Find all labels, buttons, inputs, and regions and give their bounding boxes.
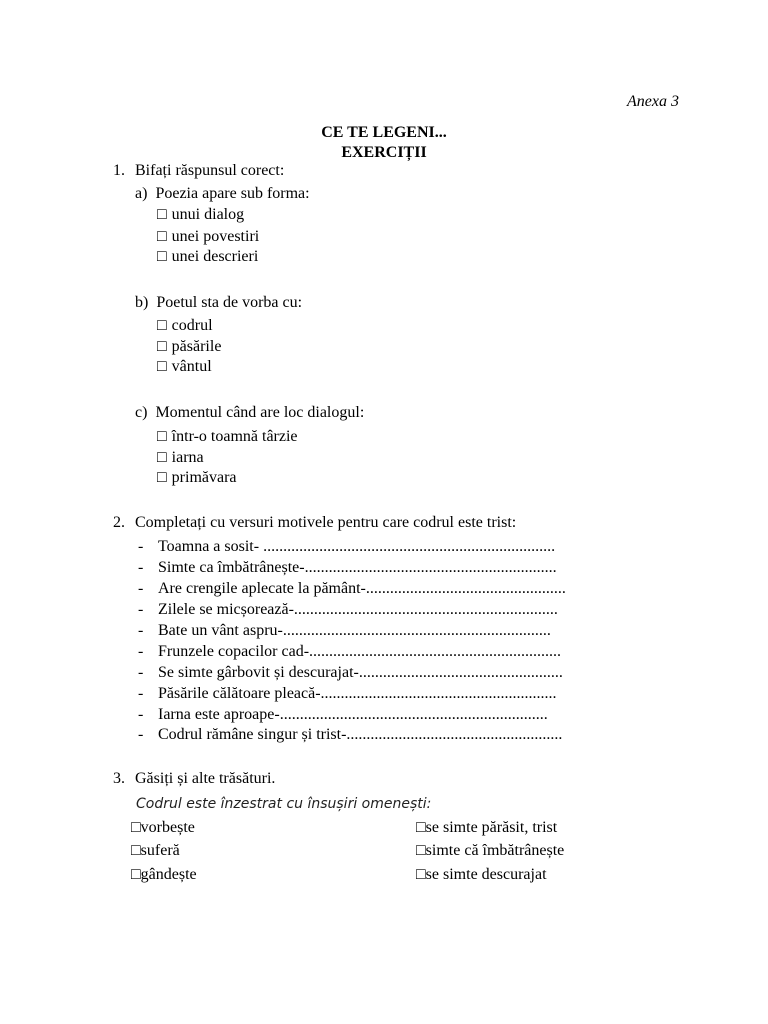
trait-option[interactable]: □vorbește (131, 819, 195, 836)
trait-option[interactable]: □suferă (131, 842, 180, 859)
question-letter: a) (135, 185, 148, 202)
checkbox-icon[interactable]: □ (157, 248, 167, 265)
option-item[interactable]: □ vântul (157, 358, 212, 375)
option-item[interactable]: □ într-o toamnă târzie (157, 428, 298, 445)
checkbox-icon[interactable]: □ (157, 469, 167, 486)
trait-option[interactable]: □simte că îmbătrânește (416, 842, 565, 859)
option-item[interactable]: □ unei descrieri (157, 248, 259, 265)
checkbox-icon[interactable]: □ (131, 842, 141, 859)
exercise-2-prompt: Completați cu versuri motivele pentru care codrul este trist: (135, 514, 517, 531)
option-item[interactable]: □ unui dialog (157, 206, 245, 223)
checkbox-icon[interactable]: □ (157, 228, 167, 245)
checkbox-icon[interactable]: □ (131, 866, 141, 883)
checkbox-icon[interactable]: □ (131, 819, 141, 836)
exercise-1-prompt: Bifați răspunsul corect: (135, 162, 285, 179)
checkbox-icon[interactable]: □ (157, 428, 167, 445)
option-item[interactable]: □ primăvara (157, 469, 237, 486)
option-item[interactable]: □ unei povestiri (157, 228, 260, 245)
question-text: Momentul când are loc dialogul: (155, 404, 365, 421)
page-title: CE TE LEGENI... (321, 124, 447, 141)
checkbox-icon[interactable]: □ (157, 449, 167, 466)
question-b (135, 293, 302, 313)
question-text: Poetul sta de vorba cu: (156, 294, 303, 311)
trait-option[interactable]: □se simte descurajat (416, 866, 547, 883)
checkbox-icon[interactable]: □ (416, 819, 426, 836)
question-c (135, 403, 364, 423)
annex-label: Anexa 3 (627, 93, 679, 110)
exercise-2-number: 2. (113, 514, 125, 531)
question-text: Poezia apare sub forma: (155, 185, 310, 202)
exercise-3-prompt: Găsiți și alte trăsături. (135, 770, 276, 787)
checkbox-icon[interactable]: □ (416, 866, 426, 883)
option-item[interactable]: □ păsările (157, 338, 222, 355)
trait-option[interactable]: □se simte părăsit, trist (416, 819, 558, 836)
exercise-1-number: 1. (113, 162, 125, 179)
exercise-3-number: 3. (113, 770, 125, 787)
question-a (135, 184, 310, 204)
question-letter: b) (135, 294, 149, 311)
checkbox-icon[interactable]: □ (416, 842, 426, 859)
checkbox-icon[interactable]: □ (157, 358, 167, 375)
trait-option[interactable]: □gândește (131, 866, 197, 883)
option-item[interactable]: □ iarna (157, 449, 204, 466)
page-subtitle: EXERCIȚII (341, 144, 427, 161)
question-letter: c) (135, 404, 148, 421)
checkbox-icon[interactable]: □ (157, 338, 167, 355)
option-item[interactable]: □ codrul (157, 317, 213, 334)
checkbox-icon[interactable]: □ (157, 206, 167, 223)
checkbox-icon[interactable]: □ (157, 317, 167, 334)
exercise-3-subtitle: Codrul este înzestrat cu însușiri omenești: (136, 796, 432, 812)
